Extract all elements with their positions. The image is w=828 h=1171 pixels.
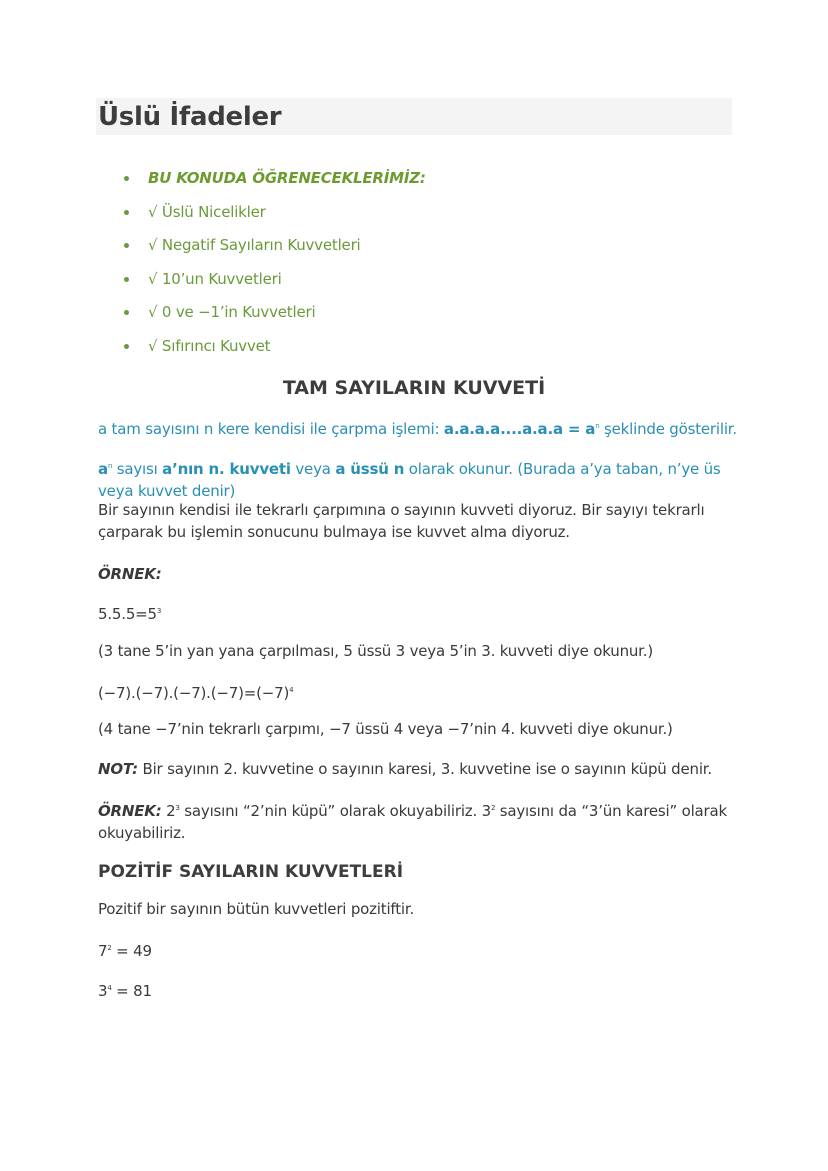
- base-a: a: [98, 460, 108, 478]
- exponent-n: n: [107, 462, 113, 470]
- example-2: [98, 679, 738, 704]
- list-item: [120, 334, 426, 368]
- list-item-text: √ 0 ve −1’in Kuvvetleri: [148, 303, 316, 321]
- list-item: [120, 300, 426, 334]
- example-1-note: (3 tane 5’in yan yana çarpılması, 5 üssü 3 veya 5’in 3. kuvveti diye okunur.): [98, 642, 653, 660]
- example-3-text: sayısını “2’nin küpü” olarak okuyabiliriz. 3: [179, 802, 491, 820]
- section-heading-integer-powers: TAM SAYILARIN KUVVETİ: [282, 377, 546, 399]
- learning-objectives-list: [120, 166, 426, 367]
- list-item-text: √ Sıfırıncı Kuvvet: [148, 336, 271, 355]
- bullet-icon: [124, 243, 129, 248]
- bullet-icon: [124, 344, 129, 349]
- example-3-text: sayısını da “3’ün karesi” olarak okuyabiliriz.: [98, 802, 727, 842]
- definition-text: a tam sayısını n kere kendisi ile çarpma işlemi:: [98, 420, 444, 438]
- note-text: Bir sayının 2. kuvvetine o sayının karesi, 3. kuvvetine ise o sayının küpü denir.: [137, 760, 712, 778]
- page-title: Üslü İfadeler: [98, 102, 282, 132]
- positive-powers-text: Pozitif bir sayının bütün kuvvetleri pozitiftir.: [98, 900, 415, 918]
- example-3: [98, 797, 738, 844]
- equation-2: [98, 977, 738, 1002]
- bullet-icon: [124, 310, 129, 315]
- example-1-base: 5.5.5=5: [98, 605, 157, 623]
- list-item: [120, 267, 426, 301]
- example-3-exponent-2: 2: [490, 804, 496, 812]
- reading-bold-2: a üssü n: [335, 460, 405, 478]
- reading-paragraph: [98, 455, 738, 502]
- definition-paragraph: [98, 415, 738, 440]
- example-label-text: ÖRNEK:: [98, 565, 162, 583]
- reading-text: olarak okunur. (Burada a’ya taban, n’ye üs veya kuvvet denir): [98, 460, 721, 500]
- equation-1-base: 7: [98, 942, 108, 960]
- example-1-exponent: 3: [156, 607, 162, 615]
- equation-1-exponent: 2: [107, 944, 112, 952]
- list-item-text: √ 10’un Kuvvetleri: [148, 269, 282, 288]
- equation-2-result: = 81: [111, 982, 152, 1000]
- list-item-text: √ Negatif Sayıların Kuvvetleri: [148, 236, 361, 254]
- bullet-icon: [124, 277, 129, 282]
- note-paragraph: [98, 758, 738, 780]
- example-3-exponent-1: 3: [175, 804, 180, 812]
- list-heading-text: BU KONUDA ÖĞRENECEKLERİMİZ:: [148, 169, 426, 187]
- list-item-text: √ Üslü Nicelikler: [148, 202, 266, 221]
- list-item: [120, 200, 426, 234]
- bullet-icon: [124, 176, 129, 181]
- list-item-heading: [120, 166, 426, 200]
- reading-bold-1: a’nın n. kuvveti: [162, 460, 291, 478]
- formula-exponent: n: [595, 422, 600, 430]
- example-2-base: (−7).(−7).(−7).(−7)=(−7): [98, 684, 290, 702]
- list-item: [120, 233, 426, 267]
- explanation-paragraph: Bir sayının kendisi ile tekrarlı çarpımına o sayının kuvveti diyoruz. Bir sayıyı tekrarlı çarparak bu işlemin sonucunu bulmaya ise kuvvet alma diyoruz.: [98, 501, 705, 541]
- definition-formula: a.a.a.a....a.a.a = a: [443, 420, 596, 438]
- example-3-text: 2: [161, 802, 176, 820]
- definition-text-end: şeklinde gösterilir.: [599, 420, 737, 438]
- equation-1: [98, 937, 738, 962]
- example-label: [98, 563, 738, 585]
- example-2-note: (4 tane −7’nin tekrarlı çarpımı, −7 üssü 4 veya −7’nin 4. kuvveti diye okunur.): [98, 720, 673, 738]
- example-2-exponent: 4: [289, 686, 294, 694]
- example-1: [98, 600, 738, 625]
- reading-text: sayısı: [112, 460, 163, 478]
- note-label: NOT:: [98, 760, 138, 778]
- bullet-icon: [124, 210, 129, 215]
- equation-2-base: 3: [98, 982, 108, 1000]
- section-heading-positive-powers: POZİTİF SAYILARIN KUVVETLERİ: [98, 862, 404, 882]
- example-3-label: ÖRNEK:: [98, 802, 162, 820]
- equation-2-exponent: 4: [107, 984, 112, 992]
- equation-1-result: = 49: [111, 942, 152, 960]
- reading-text: veya: [290, 460, 336, 478]
